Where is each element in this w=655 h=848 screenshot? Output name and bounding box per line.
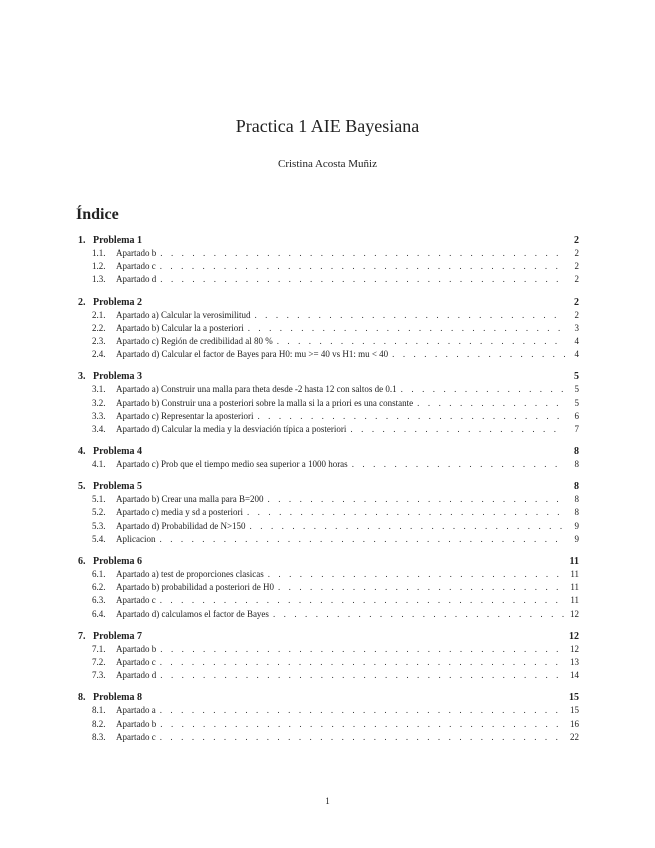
toc-section-title: Problema 4 [93,446,142,458]
toc-section-entry[interactable] [78,480,579,493]
toc-dot-leader [160,656,565,669]
toc-section [78,691,579,744]
toc-dot-leader [392,348,565,361]
toc-subsection-entry[interactable] [78,458,579,471]
toc-subsection-page: 4 [574,335,579,346]
toc-subsection-title: Apartado a) Construir una malla para theta desde -2 hasta 12 con saltos de 0.1 [116,384,397,395]
toc-subsection-page: 13 [570,656,579,667]
toc-section-entry[interactable] [78,691,579,704]
toc-subsection-number: 2.3. [92,335,106,346]
toc-section-page: 2 [574,296,579,308]
toc-subsection-page: 9 [574,520,579,531]
toc-subsection-page: 7 [574,423,579,434]
toc-section [78,630,579,683]
toc-section-entry[interactable] [78,234,579,247]
toc-dot-leader [160,731,565,744]
toc-subsection-entry[interactable] [78,581,579,594]
toc-subsection-title: Apartado d [116,274,157,285]
toc-dot-leader [160,669,565,682]
toc-subsection-entry[interactable] [78,493,579,506]
toc-subsection-number: 7.2. [92,656,106,667]
toc-subsection-number: 7.3. [92,670,106,681]
toc-subsection-number: 8.2. [92,718,106,729]
toc-dot-leader [160,643,565,656]
toc-dot-leader [160,260,565,273]
toc-dot-leader [247,506,565,519]
toc-subsection-title: Apartado d) Probabilidad de N>150 [116,520,246,531]
toc-subsection-entry[interactable] [78,669,579,682]
toc-subsection-page: 2 [574,309,579,320]
toc-subsection-entry[interactable] [78,718,579,731]
document-title: Practica 1 AIE Bayesiana [235,116,420,136]
toc-subsection-entry[interactable] [78,348,579,361]
toc-subsection-title: Apartado d) Calcular la media y la desviación típica a posteriori [116,423,347,434]
toc-dot-leader [160,594,565,607]
toc-subsection-title: Apartado d) Calcular el factor de Bayes para H0: mu >= 40 vs H1: mu < 40 [116,349,389,360]
toc-section-title: Problema 2 [93,296,142,308]
toc-subsection-number: 3.2. [92,397,106,408]
toc-section-number: 3. [78,371,86,383]
toc-dot-leader [352,458,565,471]
toc-dot-leader [273,608,565,621]
toc-subsection-number: 2.4. [92,349,106,360]
toc-subsection-number: 7.1. [92,643,106,654]
toc-section [78,370,579,436]
toc-subsection-title: Apartado a [116,705,156,716]
toc-subsection-title: Apartado b [116,643,157,654]
toc-subsection-entry[interactable] [78,423,579,436]
toc-subsection-number: 4.1. [92,459,106,470]
toc-dot-leader [417,397,565,410]
toc-dot-leader [268,493,565,506]
toc-dot-leader [257,410,565,423]
toc-subsection-title: Apartado b [116,718,157,729]
toc-subsection-title: Apartado c [116,595,156,606]
toc-subsection-title: Apartado b [116,248,157,258]
toc-dot-leader [160,718,565,731]
toc-subsection-page: 11 [570,582,579,593]
toc-section-number: 2. [78,296,86,308]
toc-section-number: 8. [78,692,86,704]
toc-subsection-page: 15 [570,705,579,716]
toc-subsection-title: Apartado a) test de proporciones clasicas [116,569,264,579]
toc-subsection-title: Apartado d [116,670,157,681]
toc-section-title: Problema 8 [93,692,142,704]
toc-subsection-page: 2 [574,274,579,285]
toc-subsection-page: 3 [574,322,579,333]
toc-subsection-page: 8 [574,507,579,518]
toc-subsection-number: 3.3. [92,410,106,421]
toc-subsection-title: Apartado b) probabilidad a posteriori de H0 [116,582,274,593]
toc-dot-leader [160,273,565,286]
toc-subsection-entry[interactable] [78,247,579,260]
toc-section-page: 12 [569,630,579,642]
toc-subsection-title: Apartado c) Representar la aposteriori [116,410,254,421]
toc-section-title: Problema 3 [93,371,142,383]
toc-section-title: Problema 1 [93,235,142,246]
toc-subsection-title: Apartado b) Crear una malla para B=200 [116,494,264,505]
toc-subsection-entry[interactable] [78,731,579,744]
toc-subsection-page: 6 [574,410,579,421]
toc-subsection-entry[interactable] [78,335,579,348]
toc-subsection-title: Apartado c [116,656,156,667]
toc-subsection-entry[interactable] [78,533,579,546]
toc-subsection-number: 2.1. [92,309,106,320]
toc-subsection-number: 2.2. [92,322,106,333]
toc-subsection-title: Apartado a) Calcular la verosimilitud [116,309,251,320]
toc-subsection-number: 1.3. [92,274,106,285]
toc-subsection-number: 5.3. [92,520,106,531]
toc-subsection-title: Apartado c) Región de credibilidad al 80 % [116,335,273,346]
toc-section [78,555,579,621]
toc-section-title: Problema 6 [93,556,142,567]
toc-subsection-entry[interactable] [78,594,579,607]
toc-section-page: 5 [574,371,579,383]
toc-subsection-title: Apartado b) Calcular la a posteriori [116,322,244,333]
toc-section-number: 1. [78,235,86,246]
toc-subsection-number: 5.2. [92,507,106,518]
toc-dot-leader [250,520,565,533]
toc-subsection-title: Apartado c [116,731,156,742]
toc-dot-leader [278,581,565,594]
toc-section-number: 7. [78,630,86,642]
toc-heading: Índice [76,206,119,223]
toc-section [78,480,579,546]
toc-subsection-title: Apartado c) media y sd a posteriori [116,507,243,518]
toc-subsection-number: 6.1. [92,569,106,579]
toc-dot-leader [248,322,565,335]
toc-subsection-page: 16 [570,718,579,729]
toc-section-page: 15 [569,692,579,704]
toc-subsection-page: 2 [574,248,579,258]
toc-section-number: 4. [78,446,86,458]
toc-subsection-number: 3.1. [92,384,106,395]
toc-section-entry[interactable] [78,296,579,309]
toc-section-page: 8 [574,481,579,493]
toc-dot-leader [268,568,565,581]
toc-subsection-number: 6.2. [92,582,106,593]
toc-subsection-number: 1.2. [92,261,106,272]
toc-subsection-page: 12 [570,643,579,654]
toc-subsection-page: 2 [574,261,579,272]
toc-section [78,445,579,471]
toc-subsection-number: 6.3. [92,595,106,606]
toc-subsection-page: 9 [574,533,579,544]
toc-section-entry[interactable] [78,445,579,458]
document-author: Cristina Acosta Muñiz [278,158,377,170]
toc-subsection-title: Apartado d) calculamos el factor de Bayes [116,608,269,619]
toc-subsection-entry[interactable] [78,309,579,322]
toc-subsection-entry[interactable] [78,506,579,519]
toc-section-entry[interactable] [78,555,579,568]
toc-subsection-page: 8 [574,494,579,505]
toc-subsection-number: 1.1. [92,248,106,258]
toc-subsection-title: Apartado c [116,261,156,272]
toc-subsection-page: 12 [570,608,579,619]
toc-subsection-entry[interactable] [78,704,579,717]
toc-dot-leader [254,309,565,322]
toc-subsection-entry[interactable] [78,273,579,286]
toc-dot-leader [160,533,566,546]
toc-section [78,296,579,362]
toc-subsection-page: 8 [574,459,579,470]
toc-section-title: Problema 7 [93,630,142,642]
table-of-contents [78,234,579,753]
toc-subsection-title: Aplicacion [116,533,156,544]
toc-subsection-number: 6.4. [92,608,106,619]
toc-subsection-page: 22 [570,731,579,742]
toc-subsection-entry[interactable] [78,260,579,273]
toc-section-title: Problema 5 [93,481,142,493]
toc-dot-leader [401,383,565,396]
toc-subsection-page: 5 [574,384,579,395]
toc-section-number: 5. [78,481,86,493]
toc-subsection-page: 14 [570,670,579,681]
toc-subsection-page: 4 [574,349,579,360]
toc-subsection-page: 11 [570,569,579,579]
toc-subsection-entry[interactable] [78,656,579,669]
toc-subsection-entry[interactable] [78,322,579,335]
toc-subsection-entry[interactable] [78,410,579,423]
toc-subsection-number: 3.4. [92,423,106,434]
toc-section-page: 8 [574,446,579,458]
toc-subsection-title: Apartado b) Construir una a posteriori sobre la malla si la a priori es una constante [116,397,414,408]
toc-subsection-page: 5 [574,397,579,408]
toc-subsection-number: 5.1. [92,494,106,505]
toc-subsection-entry[interactable] [78,608,579,621]
toc-subsection-entry[interactable] [78,520,579,533]
toc-subsection-entry[interactable] [78,397,579,410]
toc-subsection-number: 8.3. [92,731,106,742]
page-number: 1 [325,796,330,806]
toc-subsection-entry[interactable] [78,568,579,581]
toc-section-number: 6. [78,556,86,567]
toc-dot-leader [160,247,565,260]
toc-section [78,234,579,287]
toc-dot-leader [350,423,565,436]
toc-section-entry[interactable] [78,630,579,643]
toc-section-page: 2 [574,235,579,246]
toc-subsection-title: Apartado c) Prob que el tiempo medio sea superior a 1000 horas [116,459,348,470]
toc-subsection-entry[interactable] [78,383,579,396]
toc-dot-leader [160,704,565,717]
toc-subsection-number: 5.4. [92,533,106,544]
toc-section-entry[interactable] [78,370,579,383]
toc-subsection-number: 8.1. [92,705,106,716]
toc-subsection-entry[interactable] [78,643,579,656]
toc-subsection-page: 11 [570,595,579,606]
toc-dot-leader [277,335,565,348]
toc-section-page: 11 [569,556,579,567]
